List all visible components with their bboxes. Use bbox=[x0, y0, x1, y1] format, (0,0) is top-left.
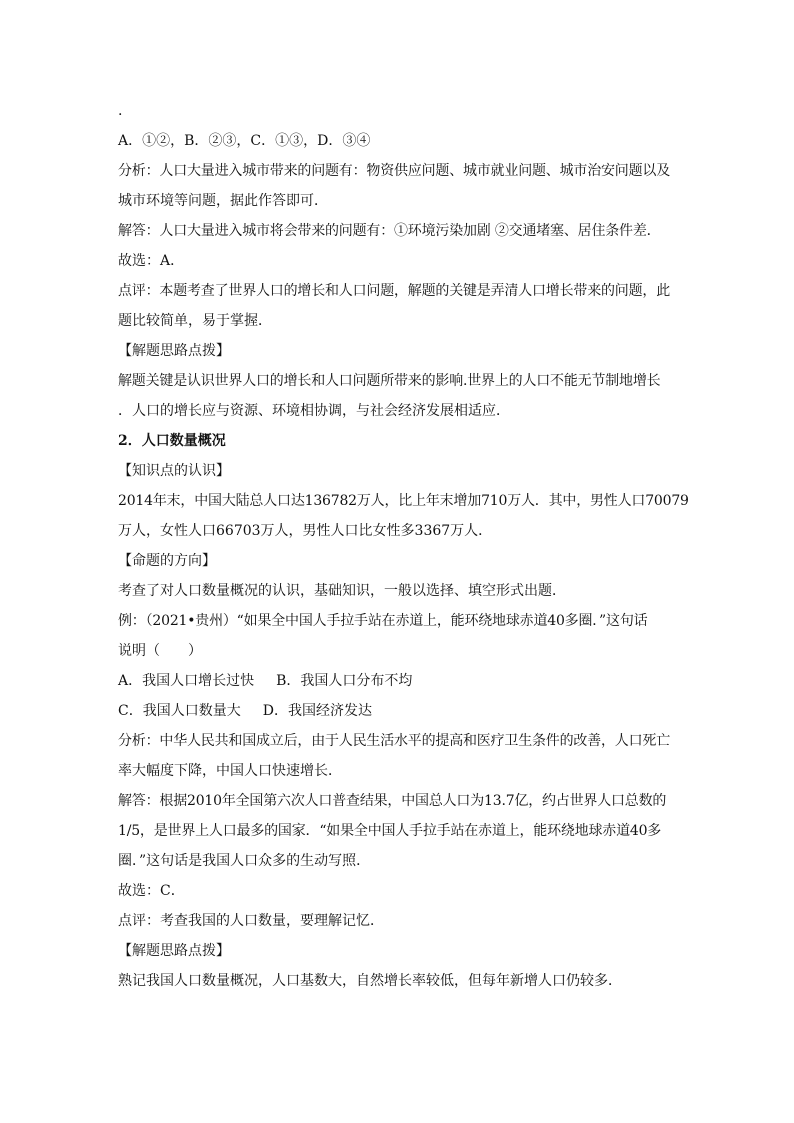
tips-heading: 【解题思路点拨】 bbox=[118, 343, 230, 359]
knowledge-line-1: 2014年末，中国大陆总人口达136782万人，比上年末增加710万人．其中，男性人口70079 bbox=[118, 493, 689, 509]
tips-line-1: 解题关键是认识世界人口的增长和人口问题所带来的影响.世界上的人口不能无节制地增长 bbox=[118, 373, 661, 389]
section-title: 2．人口数量概况 bbox=[118, 433, 226, 449]
question-tail: . bbox=[118, 103, 123, 119]
example-line-2: 说明（ ） bbox=[118, 643, 202, 659]
answer2-line-1: 解答：根据2010年全国第六次人口普查结果，中国总人口为13.7亿，约占世界人口总数的 bbox=[118, 793, 667, 809]
choice2-line: 故选：C． bbox=[118, 883, 185, 899]
example-line-1: 例：（2021•贵州）“如果全中国人手拉手站在赤道上，能环绕地球赤道40多圈．”这句话 bbox=[118, 613, 648, 629]
answer2-line-2: 1/5，是世界上人口最多的国家．“如果全中国人手拉手站在赤道上，能环绕地球赤道40多 bbox=[118, 823, 662, 839]
option-a: A．我国人口增长过快 bbox=[118, 673, 255, 689]
question-options: A．①②，B．②③，C．①③，D．③④ bbox=[118, 133, 371, 149]
document-content bbox=[118, 96, 689, 996]
option-d: D．我国经济发达 bbox=[262, 703, 372, 719]
analysis-line-1: 分析：人口大量进入城市带来的问题有：物资供应问题、城市就业问题、城市治安问题以及 bbox=[118, 163, 670, 179]
choice-line: 故选：A． bbox=[118, 253, 185, 269]
tips2-heading: 【解题思路点拨】 bbox=[118, 943, 230, 959]
answer-line: 解答：人口大量进入城市将会带来的问题有：①环境污染加剧 ②交通堵塞、居住条件差． bbox=[118, 223, 661, 239]
comment-line-2: 题比较简单，易于掌握． bbox=[118, 313, 272, 329]
direction-heading: 【命题的方向】 bbox=[118, 553, 216, 569]
options-row-cd bbox=[118, 696, 678, 726]
comment-line-1: 点评：本题考查了世界人口的增长和人口问题，解题的关键是弄清人口增长带来的问题，此 bbox=[118, 283, 670, 299]
tips2-text: 熟记我国人口数量概况，人口基数大，自然增长率较低，但每年新增人口仍较多． bbox=[118, 973, 622, 989]
knowledge-line-2: 万人，女性人口66703万人，男性人口比女性多3367万人． bbox=[118, 523, 493, 539]
answer2-line-3: 圈．”这句话是我国人口众多的生动写照． bbox=[118, 853, 371, 869]
analysis2-line-2: 率大幅度下降，中国人口快速增长． bbox=[118, 763, 342, 779]
option-c: C．我国人口数量大 bbox=[118, 703, 241, 719]
options-row-ab bbox=[118, 666, 678, 696]
knowledge-heading: 【知识点的认识】 bbox=[118, 463, 230, 479]
comment2-line: 点评：考查我国的人口数量，要理解记忆． bbox=[118, 913, 384, 929]
tips-line-2: ．人口的增长应与资源、环境相协调，与社会经济发展相适应． bbox=[118, 403, 510, 419]
analysis-line-2: 城市环境等问题，据此作答即可． bbox=[118, 193, 328, 209]
option-b: B．我国人口分布不均 bbox=[276, 673, 413, 689]
direction-text: 考查了对人口数量概况的认识，基础知识，一般以选择、填空形式出题． bbox=[118, 583, 566, 599]
analysis2-line-1: 分析：中华人民共和国成立后，由于人民生活水平的提高和医疗卫生条件的改善，人口死亡 bbox=[118, 733, 670, 749]
